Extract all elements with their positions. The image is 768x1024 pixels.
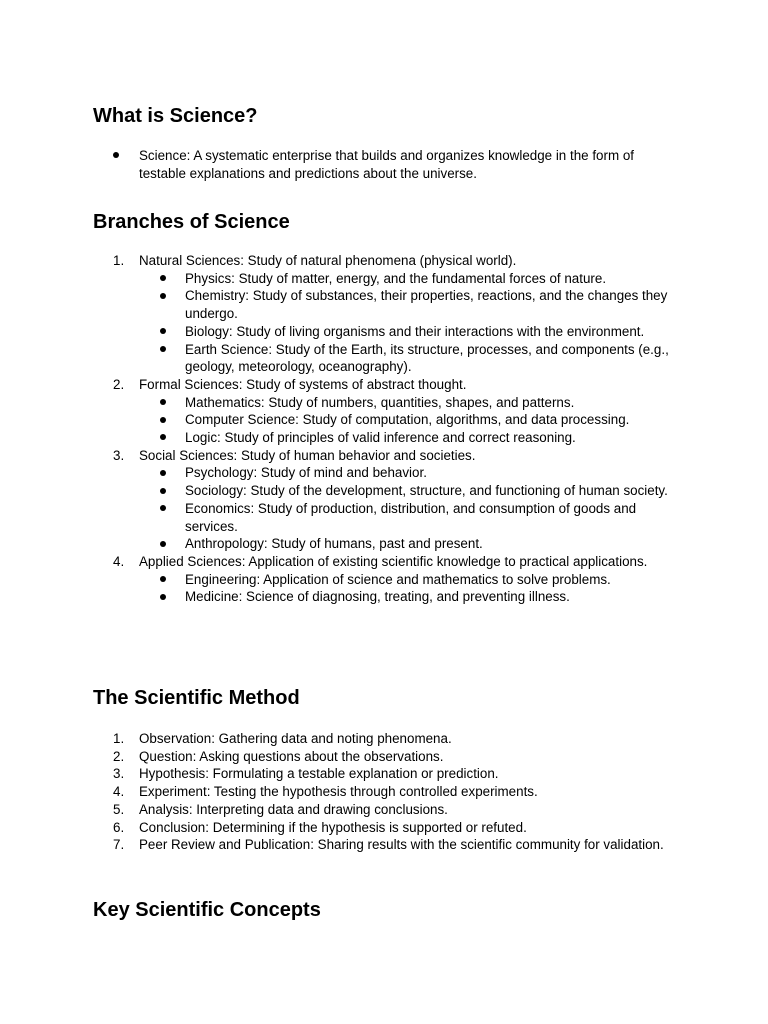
branch-item-natural-sciences xyxy=(93,252,683,270)
bullet-icon xyxy=(160,429,166,447)
list-item xyxy=(93,783,683,801)
list-item xyxy=(93,270,683,288)
branch-text: Applied Sciences: Application of existing scientific knowledge to practical applications. xyxy=(139,553,648,569)
branch-text: Formal Sciences: Study of systems of abstract thought. xyxy=(139,376,467,392)
bullet-icon xyxy=(160,535,166,553)
list-item-text: Analysis: Interpreting data and drawing conclusions. xyxy=(139,801,448,817)
list-number: 4. xyxy=(113,784,125,800)
list-item-text: Chemistry: Study of substances, their properties, reactions, and the changes they undergo. xyxy=(185,288,668,322)
list-item xyxy=(93,801,683,819)
list-item xyxy=(93,819,683,837)
section-heading-scientific-method: The Scientific Method xyxy=(93,687,300,709)
list-item-text: Sociology: Study of the development, structure, and functioning of human society. xyxy=(185,483,668,499)
list-item-text: Science: A systematic enterprise that builds and organizes knowledge in the form of testable explanations and predictions about the universe. xyxy=(139,148,634,181)
list-item-text: Earth Science: Study of the Earth, its structure, processes, and components (e.g., geology, meteorology, oceanography). xyxy=(185,341,669,375)
list-item-text: Question: Asking questions about the observations. xyxy=(139,748,444,764)
bullet-icon xyxy=(160,482,166,500)
bullet-icon xyxy=(160,464,166,482)
list-item xyxy=(93,341,683,376)
list-item-text: Conclusion: Determining if the hypothesis is supported or refuted. xyxy=(139,819,527,835)
list-item-text: Psychology: Study of mind and behavior. xyxy=(185,465,427,481)
list-item-text: Logic: Study of principles of valid inference and correct reasoning. xyxy=(185,430,576,446)
list-item xyxy=(93,147,683,182)
branch-text: Natural Sciences: Study of natural phenomena (physical world). xyxy=(139,253,517,268)
bullet-icon xyxy=(160,270,166,288)
list-item-text: Computer Science: Study of computation, algorithms, and data processing. xyxy=(185,412,630,428)
bullet-icon xyxy=(113,147,133,165)
section-heading-branches-of-science: Branches of Science xyxy=(93,211,290,233)
list-number: 1. xyxy=(113,253,125,268)
scientific-method-list xyxy=(93,730,683,854)
list-item-text: Peer Review and Publication: Sharing results with the scientific community for validation. xyxy=(139,837,664,853)
list-item xyxy=(93,500,683,535)
list-item-text: Economics: Study of production, distribution, and consumption of goods and services. xyxy=(185,500,637,534)
what-is-science-list xyxy=(93,147,683,182)
list-number: 3. xyxy=(113,447,125,463)
bullet-icon xyxy=(160,571,166,589)
list-item xyxy=(93,464,683,482)
bullet-icon xyxy=(160,341,166,359)
list-item xyxy=(93,765,683,783)
branch-item-applied-sciences xyxy=(93,553,683,571)
list-item-text: Mathematics: Study of numbers, quantities, shapes, and patterns. xyxy=(185,394,575,410)
list-item xyxy=(93,287,683,322)
list-number: 6. xyxy=(113,819,125,835)
section-heading-what-is-science: What is Science? xyxy=(93,105,258,127)
bullet-icon xyxy=(160,287,166,305)
list-item-text: Physics: Study of matter, energy, and the fundamental forces of nature. xyxy=(185,270,607,286)
list-item-text: Medicine: Science of diagnosing, treating, and preventing illness. xyxy=(185,589,570,605)
list-number: 2. xyxy=(113,748,125,764)
list-item xyxy=(93,394,683,412)
list-item-text: Experiment: Testing the hypothesis through controlled experiments. xyxy=(139,784,538,800)
list-item-text: Hypothesis: Formulating a testable explanation or prediction. xyxy=(139,766,499,782)
list-item-text: Engineering: Application of science and mathematics to solve problems. xyxy=(185,571,611,587)
bullet-icon xyxy=(160,394,166,412)
branch-item-social-sciences xyxy=(93,447,683,465)
bullet-icon xyxy=(160,500,166,518)
list-number: 3. xyxy=(113,766,125,782)
bullet-icon xyxy=(160,411,166,429)
list-item xyxy=(93,411,683,429)
list-item-text: Observation: Gathering data and noting phenomena. xyxy=(139,731,452,746)
bullet-icon xyxy=(160,588,166,606)
list-item xyxy=(93,571,683,589)
list-item xyxy=(93,730,683,748)
list-number: 2. xyxy=(113,376,125,392)
list-number: 5. xyxy=(113,801,125,817)
list-item xyxy=(93,429,683,447)
list-number: 1. xyxy=(113,731,125,746)
list-item xyxy=(93,588,683,606)
list-item xyxy=(93,748,683,766)
bullet-icon xyxy=(160,323,166,341)
list-number: 4. xyxy=(113,553,125,569)
list-item-text: Biology: Study of living organisms and their interactions with the environment. xyxy=(185,323,645,339)
list-item xyxy=(93,323,683,341)
list-item xyxy=(93,535,683,553)
list-item-text: Anthropology: Study of humans, past and present. xyxy=(185,536,483,552)
section-heading-key-concepts: Key Scientific Concepts xyxy=(93,899,321,921)
branch-item-formal-sciences xyxy=(93,376,683,394)
branches-list xyxy=(93,252,683,606)
branch-text: Social Sciences: Study of human behavior and societies. xyxy=(139,447,476,463)
list-number: 7. xyxy=(113,837,125,853)
list-item xyxy=(93,482,683,500)
list-item xyxy=(93,836,683,854)
